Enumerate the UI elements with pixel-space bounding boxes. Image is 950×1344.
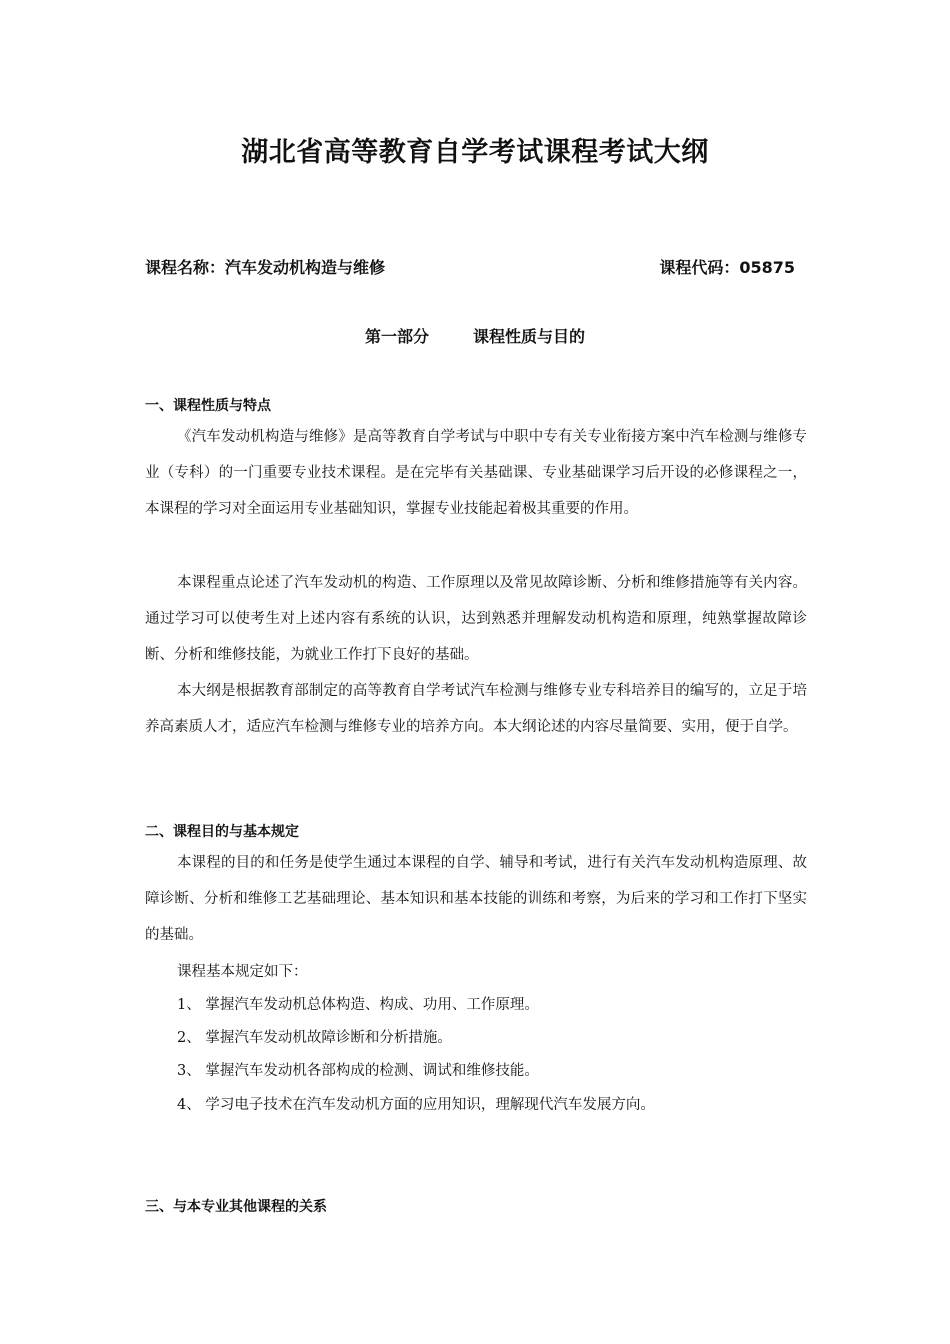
section-heading-nature: 一、课程性质与特点 (145, 398, 271, 414)
paragraph: 《汽车发动机构造与维修》是高等教育自学考试与中职中专有关专业衔接方案中汽车检测与维修专业（专科）的一门重要专业技术课程。是在完毕有关基础课、专业基础课学习后开设的必修课程之一，本课程的学习对全面运用专业基础知识，掌握专业技能起着极其重要的作用。 (145, 429, 807, 517)
list-item: 1、 掌握汽车发动机总体构造、构成、功用、工作原理。 (177, 997, 539, 1013)
course-name: 课程名称：汽车发动机构造与维修 (145, 258, 386, 277)
part-label: 第一部分 (364, 327, 429, 346)
course-code: 课程代码：05875 (659, 258, 795, 277)
requirements-intro: 课程基本规定如下： (177, 964, 308, 980)
list-item: 4、 学习电子技术在汽车发动机方面的应用知识，理解现代汽车发展方向。 (177, 1097, 655, 1113)
list-item: 2、 掌握汽车发动机故障诊断和分析措施。 (177, 1030, 452, 1046)
section-heading-relations: 三、与本专业其他课程的关系 (145, 1199, 327, 1215)
part-heading (0, 324, 950, 347)
document-title: 湖北省高等教育自学考试课程考试大纲 (241, 137, 709, 168)
paragraph: 本课程重点论述了汽车发动机的构造、工作原理以及常见故障诊断、分析和维修措施等有关内容。通过学习可以使考生对上述内容有系统的认识，达到熟悉并理解发动机构造和原理，纯熟掌握故障诊断、分析和维修技能，为就业工作打下良好的基础。 (145, 575, 807, 663)
part-title: 课程性质与目的 (473, 327, 586, 346)
course-info (145, 255, 805, 279)
paragraph: 本大纲是根据教育部制定的高等教育自学考试汽车检测与维修专业专科培养目的编写的，立足于培养高素质人才，适应汽车检测与维修专业的培养方向。本大纲论述的内容尽量简要、实用，便于自学。 (145, 683, 807, 735)
section-heading-objectives: 二、课程目的与基本规定 (145, 824, 299, 840)
list-item: 3、 掌握汽车发动机各部构成的检测、调试和维修技能。 (177, 1063, 539, 1079)
paragraph: 本课程的目的和任务是使学生通过本课程的自学、辅导和考试，进行有关汽车发动机构造原理、故障诊断、分析和维修工艺基础理论、基本知识和基本技能的训练和考察，为后来的学习和工作打下坚实的基础。 (145, 855, 807, 943)
